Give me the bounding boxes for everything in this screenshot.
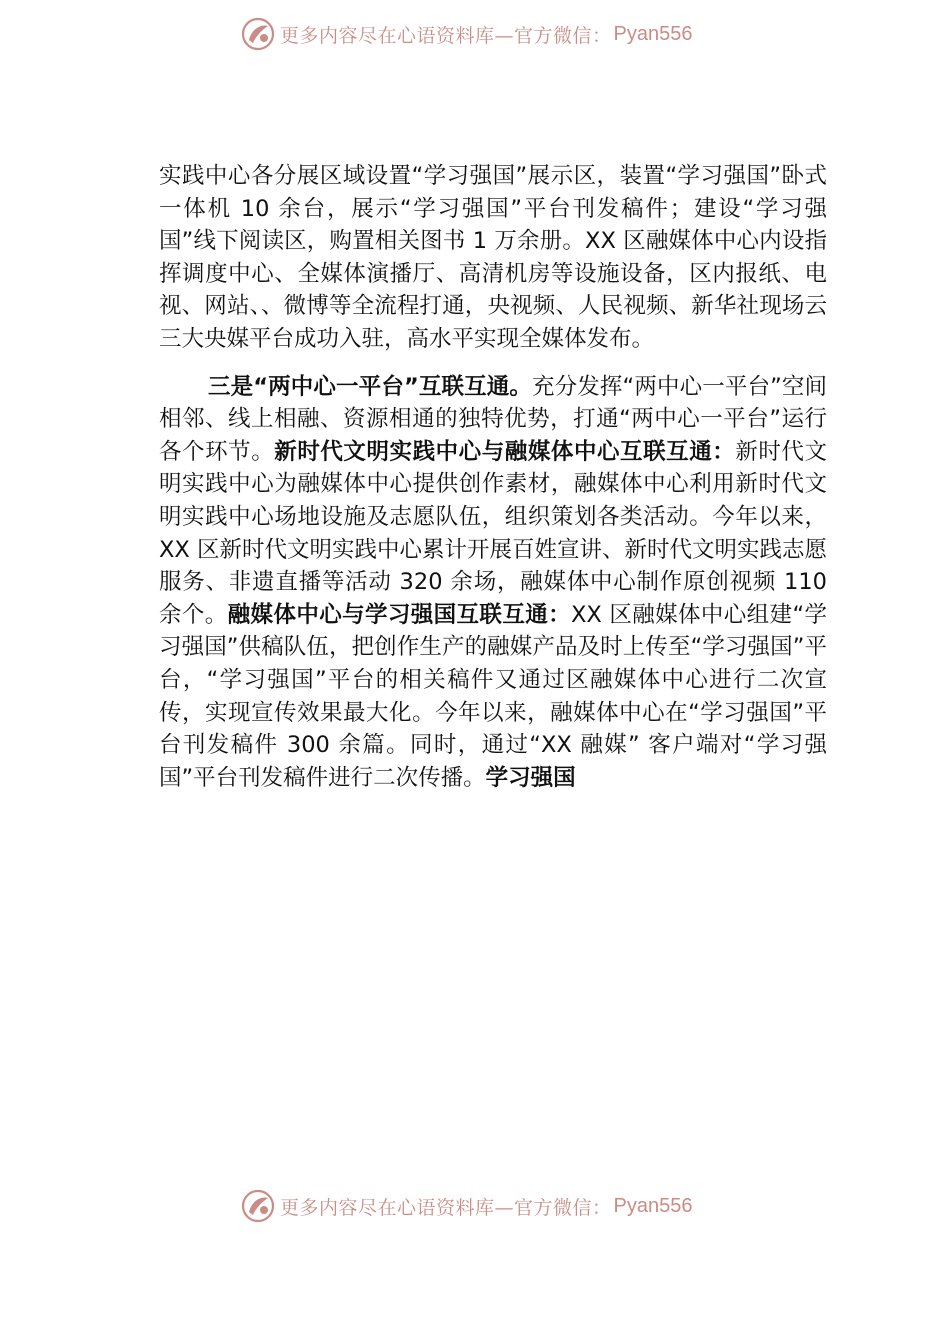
paragraph-1-text: 实践中心各分展区域设置“学习强国”展示区，装置“学习强国”卧式一体机 10 余台，展示“学习强国”平台刊发稿件；建设“学习强国”线下阅读区，购置相关图书 1 万余册。XX 区融媒体中心内设指挥调度中心、全媒体演播厅、高清机房等设施设备，区内报纸、电视、网站、、微博等全流程打通，央视频、人民视频、新华社现场云三大央媒平台成功入驻，高水平实现全媒体发布。: [159, 163, 827, 352]
subheading-practice-media: 新时代文明实践中心与融媒体中心互联互通：: [274, 438, 736, 465]
watermark-wechat-id: Pyan556: [613, 1194, 693, 1217]
paragraph-2-text-a: 充分发挥“两中心一平台”空间相邻、线上相融、资源相通的独特优势，打通“两中心一平台”运行各个环节。: [159, 373, 827, 465]
paragraph-2-text-b: 新时代文明实践中心为融媒体中心提供创作素材，融媒体中心利用新时代文明实践中心场地设施及志愿队伍，组织策划各类活动。今年以来，XX 区新时代文明实践中心累计开展百姓宣讲、新时代文明实践志愿服务、非遗直播等活动 320 余场，融媒体中心制作原创视频 110 余个。: [159, 438, 827, 628]
paragraph-2-text-c: XX 区融媒体中心组建“学习强国”供稿队伍，把创作生产的融媒产品及时上传至“学习强国”平台，“学习强国”平台的相关稿件又通过区融媒体中心进行二次宣传，实现宣传效果最大化。今年以来，融媒体中心在“学习强国”平台刊发稿件 300 余篇。同时，通过“XX 融媒” 客户端对“学习强国”平台刊发稿件进行二次传播。: [159, 601, 827, 791]
watermark-footer: [240, 1186, 740, 1226]
paragraph-2: [159, 371, 827, 795]
subheading-xuexi: 学习强国: [485, 764, 576, 791]
document-body: [159, 160, 827, 794]
subheading-media-xuexi: 融媒体中心与学习强国互联互通：: [227, 601, 571, 628]
paragraph-1: [159, 160, 827, 356]
watermark-header: [240, 14, 740, 54]
watermark-logo-icon: [240, 16, 276, 52]
watermark-text: 更多内容尽在心语资料库—官方微信：: [280, 1196, 612, 1219]
watermark-wechat-id: Pyan556: [613, 22, 693, 45]
section-heading: 三是“两中心一平台”互联互通。: [208, 373, 533, 400]
watermark-text: 更多内容尽在心语资料库—官方微信：: [280, 24, 612, 47]
watermark-logo-icon: [240, 1188, 276, 1224]
